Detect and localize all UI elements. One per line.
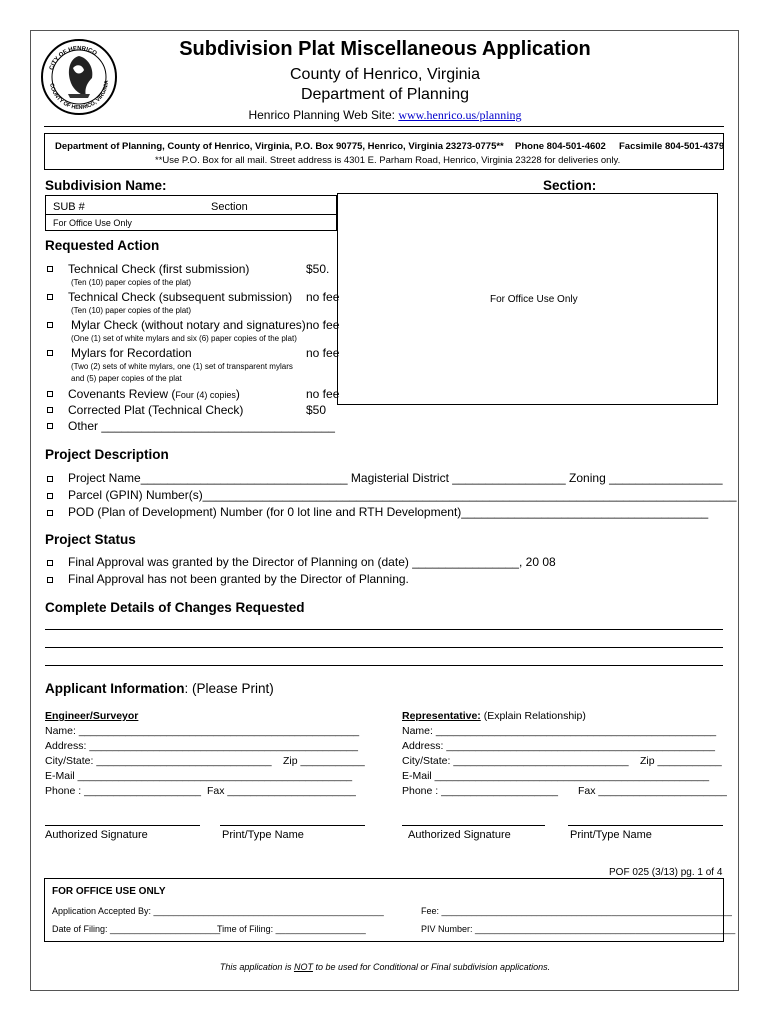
engineer-name-field[interactable]: Name: ________________________________________________ [45,725,360,737]
contact-address: Department of Planning, County of Henrico, Virginia, P.O. Box 90775, Henrico, Virginia 23273-0775** [55,141,504,152]
checkbox-technical-check-first[interactable] [47,266,53,272]
technical-check-first-label: Technical Check (first submission) [68,262,250,276]
contact-fax: Facsimile 804-501-4379 [619,141,725,152]
mylars-recordation-note: (Two (2) sets of white mylars, one (1) set of transparent mylars [71,362,293,371]
project-name-field[interactable]: Project Name_______________________________ Magisterial District _________________ Zoning _________________ [68,471,723,485]
parcel-field[interactable]: Parcel (GPIN) Number(s)________________________________________________________________________________ [68,488,737,502]
checkbox-mylars-recordation[interactable] [47,350,53,356]
final-approval-granted-label[interactable]: Final Approval was granted by the Director of Planning on (date) ________________, 20 08 [68,555,556,569]
fee-field[interactable]: Fee: __________________________________________________________ [421,906,732,916]
pod-field[interactable]: POD (Plan of Development) Number (for 0 lot line and RTH Development)_____________________________________ [68,505,709,519]
representative-name-field[interactable]: Name: ________________________________________________ [402,725,717,737]
checkbox-mylar-check[interactable] [47,322,53,328]
sub-office-use: For Office Use Only [53,218,132,228]
contact-note: **Use P.O. Box for all mail. Street address is 4301 E. Parham Road, Henrico, Virginia 23228 for deliveries only. [155,155,621,166]
page-title: Subdivision Plat Miscellaneous Application [179,38,591,60]
details-line-1[interactable] [45,629,723,630]
section-label: Section: [543,178,597,193]
application-accepted-field[interactable]: Application Accepted By: ______________________________________________ [52,906,384,916]
representative-email-field[interactable]: E-Mail _______________________________________________ [402,770,710,782]
representative-zip-field[interactable]: Zip ___________ [640,755,722,767]
covenants-review-label: Covenants Review (Four (4) copies) [68,387,240,401]
piv-number-field[interactable]: PIV Number: ____________________________________________________ [421,924,736,934]
other-label[interactable]: Other ___________________________________ [68,419,335,433]
time-of-filing-field[interactable]: Time of Filing: __________________ [217,924,366,934]
disclaimer: This application is NOT to be used for Conditional or Final subdivision applications. [219,962,551,972]
sub-number-label: SUB # [53,201,85,213]
engineer-fax-field[interactable]: Fax ______________________ [207,785,356,797]
engineer-zip-field[interactable]: Zip ___________ [283,755,365,767]
website-line [0,108,770,123]
office-use-box [337,193,718,405]
engineer-signature-line[interactable] [45,825,200,826]
corrected-plat-label: Corrected Plat (Technical Check) [68,403,244,417]
sub-number-box[interactable] [45,195,337,231]
requested-action-heading: Requested Action [45,238,160,253]
office-use-footer-label: FOR OFFICE USE ONLY [52,886,166,897]
mylar-check-label: Mylar Check (without notary and signatures) [71,318,306,332]
date-of-filing-field[interactable]: Date of Filing: ______________________ [52,924,221,934]
engineer-address-field[interactable]: Address: ______________________________________________ [45,740,358,752]
checkbox-technical-check-subsequent[interactable] [47,294,53,300]
representative-city-field[interactable]: City/State: ______________________________ [402,755,629,767]
mylar-check-note: (One (1) set of white mylars and six (6) paper copies of the plat) [71,334,297,343]
checkbox-pod[interactable] [47,510,53,516]
website-label: Henrico Planning Web Site: [248,108,395,122]
representative-title: Representative: (Explain Relationship) [402,710,586,722]
mylars-recordation-fee: no fee [306,346,340,360]
representative-print-name-line[interactable] [568,825,723,826]
form-id: POF 025 (3/13) pg. 1 of 4 [609,867,723,878]
engineer-phone-field[interactable]: Phone : ____________________ [45,785,201,797]
office-use-box-label: For Office Use Only [490,294,578,305]
engineer-city-field[interactable]: City/State: ______________________________ [45,755,272,767]
checkbox-corrected-plat[interactable] [47,407,53,413]
technical-check-subsequent-note: (Ten (10) paper copies of the plat) [71,306,192,315]
corrected-plat-fee: $50 [306,403,327,417]
details-heading: Complete Details of Changes Requested [45,600,305,615]
contact-phone: Phone 804-501-4602 [515,141,606,152]
department-name: Department of Planning [300,86,470,103]
representative-address-field[interactable]: Address: ______________________________________________ [402,740,715,752]
technical-check-subsequent-fee: no fee [306,290,340,304]
representative-signature-label: Authorized Signature [408,829,511,841]
details-line-2[interactable] [45,647,723,648]
details-line-3[interactable] [45,665,723,666]
svg-text:COUNTY OF HENRICO, VIRGINIA: COUNTY OF HENRICO, VIRGINIA [48,80,111,112]
header-rule [44,126,724,127]
technical-check-subsequent-label: Technical Check (subsequent submission) [68,290,293,304]
covenants-review-fee: no fee [306,387,340,401]
engineer-email-field[interactable]: E-Mail _______________________________________________ [45,770,353,782]
final-approval-not-granted-label: Final Approval has not been granted by the Director of Planning. [68,572,409,586]
engineer-print-name-line[interactable] [220,825,365,826]
checkbox-project-name[interactable] [47,476,53,482]
engineer-print-name-label: Print/Type Name [222,829,304,841]
checkbox-covenants-review[interactable] [47,391,53,397]
representative-signature-line[interactable] [402,825,545,826]
engineer-title: Engineer/Surveyor [45,710,139,722]
engineer-signature-label: Authorized Signature [45,829,148,841]
checkbox-final-approval-not-granted[interactable] [47,577,53,583]
representative-print-name-label: Print/Type Name [570,829,652,841]
project-status-heading: Project Status [45,532,136,547]
office-use-footer-box [44,878,736,942]
mylars-recordation-label: Mylars for Recordation [71,346,192,360]
technical-check-first-fee: $50. [306,262,330,276]
checkbox-other[interactable] [47,423,53,429]
representative-fax-field[interactable]: Fax ______________________ [578,785,727,797]
contact-info-box [44,133,724,170]
checkbox-final-approval-granted[interactable] [47,560,53,566]
representative-phone-field[interactable]: Phone : ____________________ [402,785,558,797]
svg-text:CITY OF HENRICO: CITY OF HENRICO [48,45,98,71]
project-description-heading: Project Description [45,447,169,462]
checkbox-parcel[interactable] [47,493,53,499]
website-link[interactable]: www.henrico.us/planning [398,108,522,122]
mylar-check-fee: no fee [306,318,340,332]
subdivision-name-label: Subdivision Name: [45,178,167,193]
county-name: County of Henrico, Virginia [289,66,481,83]
sub-box-divider [46,214,336,215]
mylars-recordation-note2: and (5) paper copies of the plat [71,374,182,383]
sub-section-label: Section [211,201,248,213]
technical-check-first-note: (Ten (10) paper copies of the plat) [71,278,192,287]
applicant-heading: Applicant Information: (Please Print) [45,681,274,696]
